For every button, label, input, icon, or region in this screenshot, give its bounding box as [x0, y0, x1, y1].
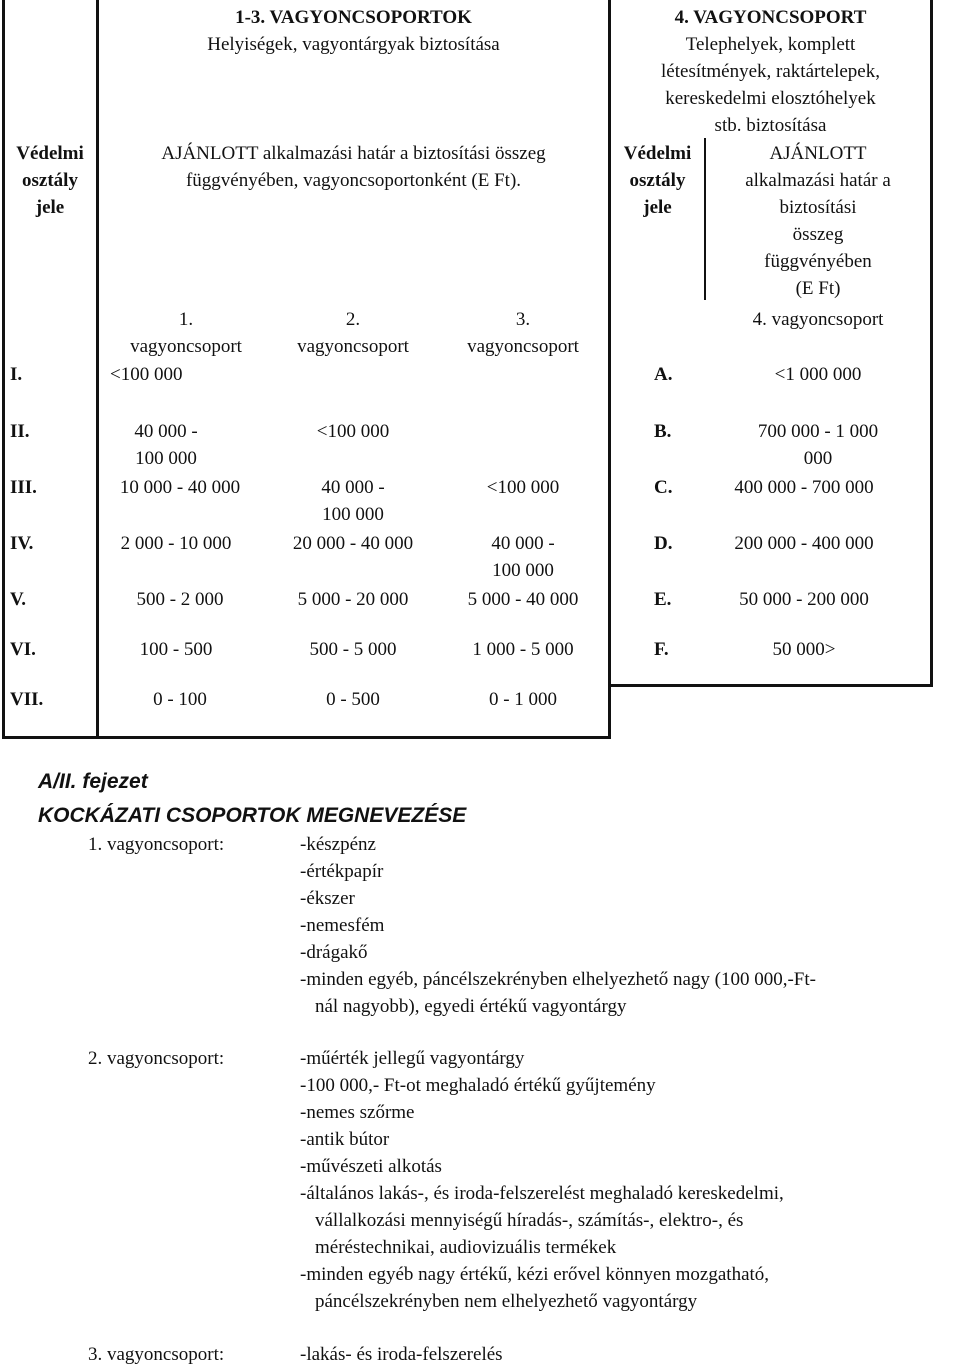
- row-value: 2 000 - 10 000: [120, 533, 232, 554]
- ajanlott-text: AJÁNLOTT alkalmazási határ a biztosítási összeg függvényében, vagyoncsoportonként (E Ft).: [161, 143, 546, 191]
- row-value: 0 - 1 000: [488, 689, 558, 710]
- column-header-4: 4. vagyoncsoport: [752, 309, 884, 330]
- row-value: 700 000 - 1 000 000: [757, 421, 879, 469]
- row-value: <100 000: [110, 364, 183, 385]
- list-item: -műérték jellegű vagyontárgy: [300, 1048, 525, 1069]
- table-border: [930, 0, 933, 686]
- group-label: 2. vagyoncsoport:: [88, 1048, 225, 1069]
- chapter-heading: A/II. fejezet: [38, 770, 148, 793]
- list-item: -antik bútor: [300, 1129, 390, 1150]
- list-item: -általános lakás-, és iroda-felszerelést meghaladó kereskedelmi, vállalkozási mennyiségű híradás-, számítás-, elektro-, és méréstechnikai, audiovizuális termékek: [300, 1183, 784, 1258]
- row-value: 400 000 - 700 000: [734, 477, 874, 498]
- table-border: [2, 736, 611, 739]
- list-item: -készpénz: [300, 834, 376, 855]
- list-item: -minden egyéb, páncélszekrényben elhelyezhető nagy (100 000,-Ft- nál nagyobb), egyedi értékű vagyontárgy: [300, 969, 816, 1017]
- list-item: -lakás- és iroda-felszerelés: [300, 1344, 503, 1365]
- row-value: 40 000 - 100 000: [321, 477, 385, 525]
- class-code: B.: [654, 421, 672, 442]
- row-value: <100 000: [316, 421, 390, 442]
- row-value: 500 - 2 000: [136, 589, 224, 610]
- section-title: KOCKÁZATI CSOPORTOK MEGNEVEZÉSE: [38, 804, 467, 827]
- column-header-2: 2. vagyoncsoport: [297, 309, 409, 357]
- list-item: -minden egyéb nagy értékű, kézi erővel könnyen mozgatható, páncélszekrényben nem elhelyezhető vagyontárgy: [300, 1264, 770, 1312]
- row-value: 200 000 - 400 000: [734, 533, 874, 554]
- class-code: IV.: [10, 533, 34, 554]
- row-value: 0 - 100: [153, 689, 207, 710]
- list-item: -művészeti alkotás: [300, 1156, 442, 1177]
- column-header-1: 1. vagyoncsoport: [130, 309, 242, 357]
- class-code: V.: [10, 589, 27, 610]
- group-label: 1. vagyoncsoport:: [88, 834, 225, 855]
- group-label: 3. vagyoncsoport:: [88, 1344, 225, 1365]
- ajanlott-text: AJÁNLOTT alkalmazási határ a biztosítási összeg függvényében (E Ft): [745, 143, 891, 299]
- list-item: -nemes szőrme: [300, 1102, 415, 1123]
- row-value: <100 000: [486, 477, 560, 498]
- left-header-title: 1-3. VAGYONCSOPORTOK: [235, 7, 472, 28]
- list-item: -ékszer: [300, 888, 355, 909]
- table-border: [608, 684, 933, 687]
- group-items: [300, 831, 960, 1020]
- right-header-title: 4. VAGYONCSOPORT: [674, 7, 867, 28]
- row-value: 5 000 - 20 000: [297, 589, 409, 610]
- class-code: I.: [10, 364, 23, 385]
- right-header-subtitle: Telephelyek, komplett létesítmények, raktártelepek, kereskedelmi elosztóhelyek stb. biztosítása: [661, 34, 880, 136]
- table-border: [2, 0, 5, 738]
- class-code: C.: [654, 477, 673, 498]
- left-header-subtitle: Helyiségek, vagyontárgyak biztosítása: [207, 34, 500, 55]
- class-code: VI.: [10, 639, 36, 660]
- row-value: 40 000 - 100 000: [134, 421, 198, 469]
- row-value: 1 000 - 5 000: [472, 639, 574, 660]
- list-item: -100 000,- Ft-ot meghaladó értékű gyűjtemény: [300, 1075, 656, 1096]
- row-value: 40 000 - 100 000: [491, 533, 555, 581]
- class-code: VII.: [10, 689, 44, 710]
- row-value: 20 000 - 40 000: [292, 533, 414, 554]
- row-value: 10 000 - 40 000: [119, 477, 241, 498]
- vedelmi-label: Védelmi osztály jele: [623, 143, 692, 218]
- class-code: III.: [10, 477, 37, 498]
- row-value: 100 - 500: [139, 639, 213, 660]
- class-code: D.: [654, 533, 673, 554]
- list-item: -drágakő: [300, 942, 368, 963]
- table-border: [96, 0, 99, 738]
- row-value: 5 000 - 40 000: [467, 589, 579, 610]
- vedelmi-label: Védelmi osztály jele: [16, 143, 84, 218]
- group-items: [300, 1045, 960, 1315]
- row-value: 0 - 500: [326, 689, 380, 710]
- class-code: II.: [10, 421, 30, 442]
- row-value: <1 000 000: [774, 364, 862, 385]
- class-code: F.: [654, 639, 669, 660]
- row-value: 50 000>: [772, 639, 836, 660]
- class-code: E.: [654, 589, 672, 610]
- class-code: A.: [654, 364, 673, 385]
- row-value: 50 000 - 200 000: [739, 589, 869, 610]
- row-value: 500 - 5 000: [309, 639, 397, 660]
- list-item: -nemesfém: [300, 915, 385, 936]
- list-item: -értékpapír: [300, 861, 384, 882]
- column-header-3: 3. vagyoncsoport: [467, 309, 579, 357]
